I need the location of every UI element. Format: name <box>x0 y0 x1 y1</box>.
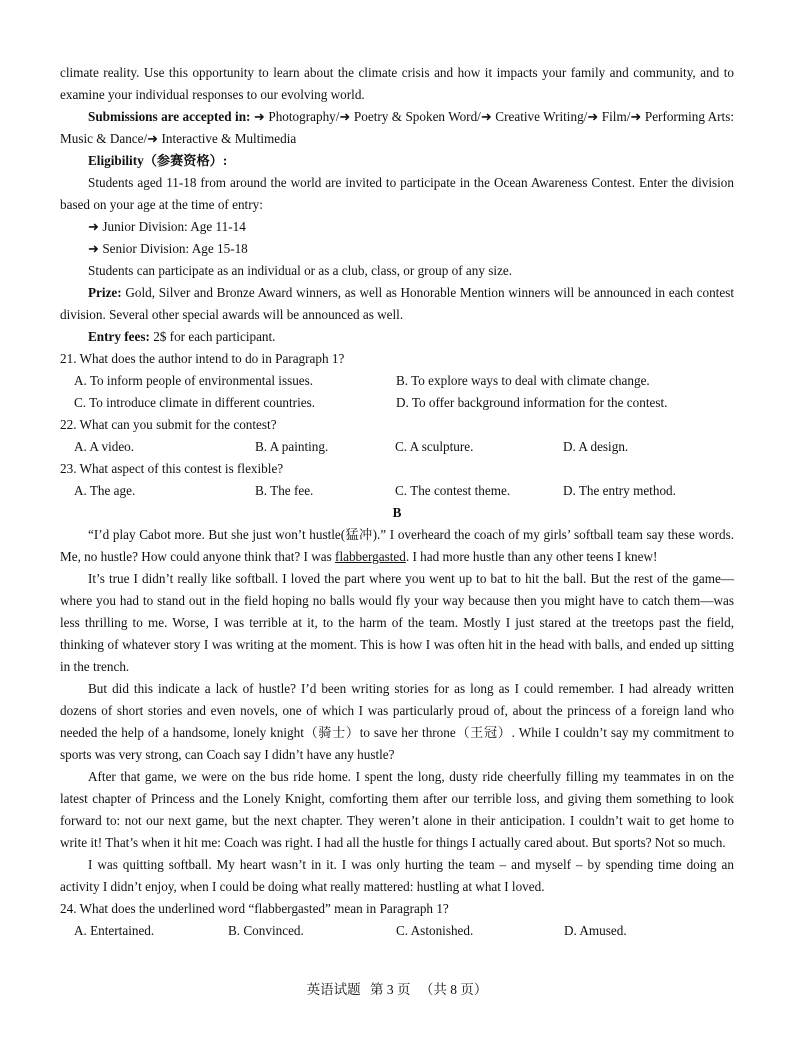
section-b-heading: B <box>392 505 402 520</box>
q23-options <box>60 480 734 502</box>
question-21: 21. What does the author intend to do in Paragraph 1? <box>60 351 345 366</box>
q24-option-d: D. Amused. <box>564 923 627 938</box>
q23-option-d: D. The entry method. <box>563 483 676 498</box>
intro-paragraph: climate reality. Use this opportunity to learn about the climate crisis and how it impacts your family and community, and to examine your individual responses to our evolving world. <box>60 65 734 102</box>
p1-start: “I’d play Cabot more. But she just won’t hustle(猛冲).” I overheard the coach of my girls’ softball team say these words. Me, no hustle? How could anyone think that? I was <box>60 527 734 564</box>
q23-option-b: B. The fee. <box>255 483 314 498</box>
q24-option-c: C. Astonished. <box>396 923 474 938</box>
fees-label: Entry fees: <box>88 329 150 344</box>
q22-option-c: C. A sculpture. <box>395 439 474 454</box>
question-23: 23. What aspect of this contest is flexible? <box>60 461 284 476</box>
submissions-paragraph <box>60 106 734 150</box>
senior-division: ➜ Senior Division: Age 15-18 <box>88 241 248 256</box>
q21-option-a: A. To inform people of environmental issues. <box>74 373 314 388</box>
p1-end: . I had more hustle than any other teens I knew! <box>405 549 658 564</box>
q21-options-row1 <box>60 370 734 392</box>
q21-option-c: C. To introduce climate in different countries. <box>74 395 316 410</box>
q21-options-row2 <box>60 392 734 414</box>
passage-b-paragraph-5: I was quitting softball. My heart wasn’t in it. I was only hurting the team – and myself – by spending time doing an activity I didn’t enjoy, when I could be doing what really mattered: hustling at what I loved. <box>60 857 734 894</box>
q21-option-d: D. To offer background information for the contest. <box>396 395 668 410</box>
question-24: 24. What does the underlined word “flabbergasted” mean in Paragraph 1? <box>60 901 449 916</box>
group-text: Students can participate as an individual or as a club, class, or group of any size. <box>88 263 513 278</box>
passage-b-paragraph-3: But did this indicate a lack of hustle? I’d been writing stories for as long as I could remember. I had already written dozens of short stories and even novels, one of which I was particularly proud of, about the princess of a foreign land who needed the help of a handsome, lonely knight（骑士）to save her throne（王冠）. While I couldn’t say my commitment to sports was very strong, can Coach say I didn’t have any hustle? <box>60 681 734 762</box>
underlined-word: flabbergasted <box>335 549 406 564</box>
passage-b-paragraph-1 <box>60 524 734 568</box>
eligibility-text: Students aged 11-18 from around the world are invited to participate in the Ocean Awareness Contest. Enter the division based on your age at the time of entry: <box>60 175 734 212</box>
eligibility-heading: Eligibility（参赛资格）: <box>88 153 228 168</box>
footer-subject: 英语试题 <box>306 982 361 997</box>
q22-option-a: A. A video. <box>74 439 135 454</box>
fees-text: 2$ for each participant. <box>149 329 276 344</box>
q23-option-a: A. The age. <box>74 483 136 498</box>
q24-option-b: B. Convinced. <box>228 923 304 938</box>
footer-total: （共 8 页） <box>419 982 488 997</box>
exam-page <box>60 62 734 942</box>
footer-page: 第 3 页 <box>370 982 411 997</box>
q22-option-b: B. A painting. <box>255 439 329 454</box>
q23-option-c: C. The contest theme. <box>395 483 511 498</box>
prize-label: Prize: <box>88 285 122 300</box>
prize-text: Gold, Silver and Bronze Award winners, as well as Honorable Mention winners will be announced in each contest division. Several other special awards will be announced as well. <box>60 285 734 322</box>
passage-b-paragraph-2: It’s true I didn’t really like softball. I loved the part where you went up to bat to hit the ball. But the rest of the game—where you had to stand out in the field hoping no balls would fly your way because then you might have to catch them—was less thrilling to me. Worse, I was terrible at it, to the harm of the team. Mostly I just stared at the treetops past the field, thinking of whatever story I was writing at the moment. This is how I was often hit in the head with balls, and ended up sitting in the trench. <box>60 571 734 674</box>
question-22: 22. What can you submit for the contest? <box>60 417 277 432</box>
prize-paragraph <box>60 282 734 326</box>
q24-option-a: A. Entertained. <box>74 923 155 938</box>
submissions-items: ➜ Photography/➜ Poetry & Spoken Word/➜ Creative Writing/➜ Film/➜ Performing Arts: Music & Dance/➜ Interactive & Multimedia <box>60 109 735 146</box>
q22-option-d: D. A design. <box>563 439 629 454</box>
page-footer <box>0 978 794 998</box>
q24-options <box>60 920 734 942</box>
junior-division: ➜ Junior Division: Age 11-14 <box>88 219 246 234</box>
fees-paragraph <box>60 326 734 348</box>
passage-b-paragraph-4: After that game, we were on the bus ride home. I spent the long, dusty ride cheerfully filling my teammates in on the latest chapter of Princess and the Lonely Knight, comforting them after our terrible loss, and giving them something to look forward to: not our next game, but the next chapter. They weren’t alone in their anticipation. I couldn’t wait to get home to write it! That’s when it hit me: Coach was right. I had all the hustle for things I actually cared about. But sports? Not so much. <box>60 769 734 850</box>
submissions-label: Submissions are accepted in: <box>88 109 251 124</box>
q21-option-b: B. To explore ways to deal with climate change. <box>396 373 650 388</box>
q22-options <box>60 436 734 458</box>
